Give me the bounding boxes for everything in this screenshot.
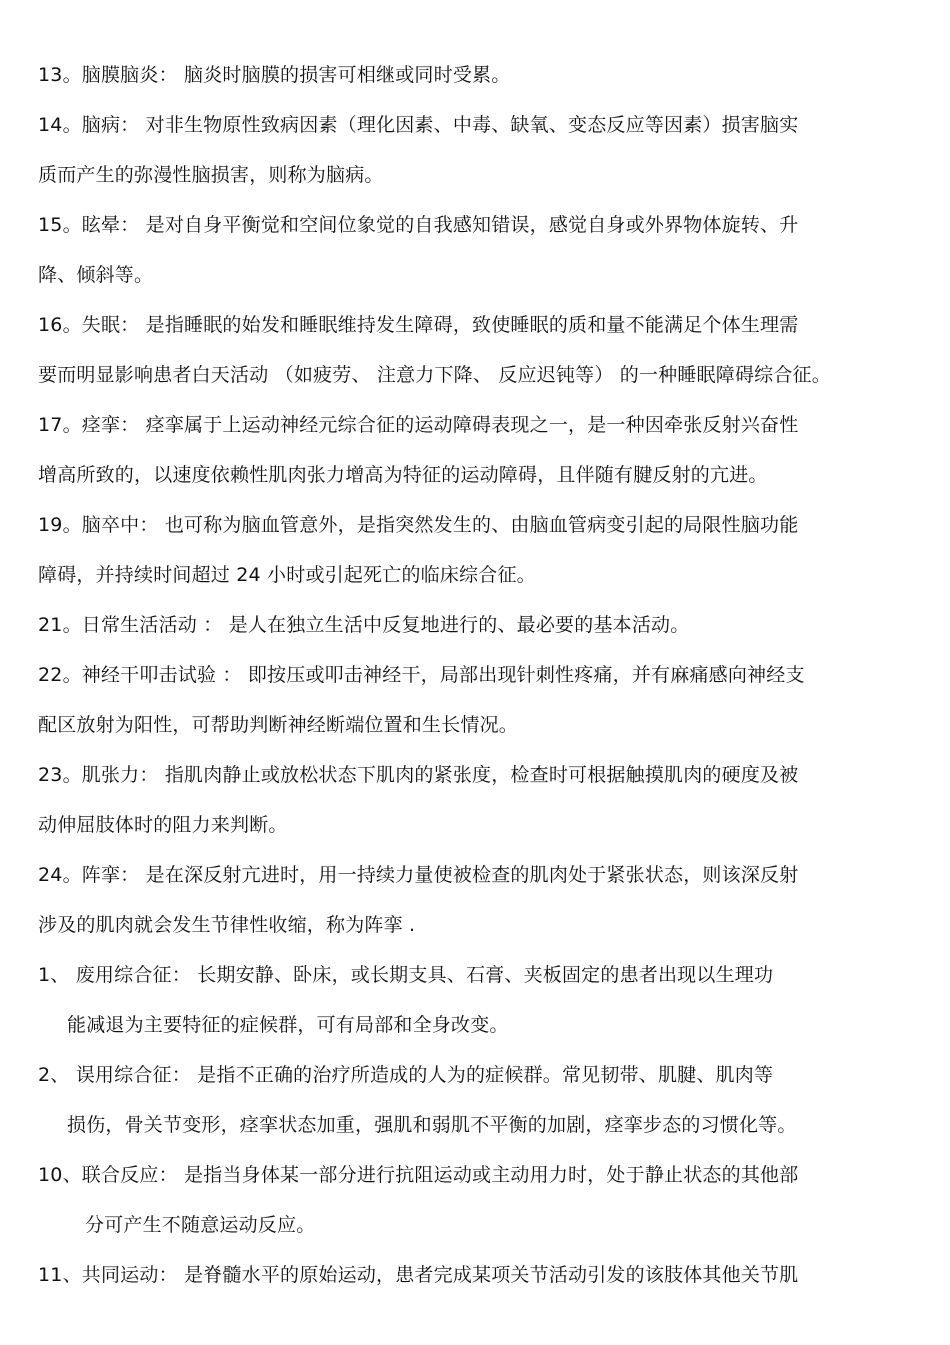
text-line: 10、联合反应： 是指当身体某一部分进行抗阻运动或主动用力时，处于静止状态的其他部: [38, 1164, 799, 1186]
text-line: 动伸屈肢体时的阻力来判断。: [38, 814, 288, 836]
text-line: 13。脑膜脑炎： 脑炎时脑膜的损害可相继或同时受累。: [38, 64, 511, 86]
text-line: 14。脑病： 对非生物原性致病因素（理化因素、中毒、缺氧、变态反应等因素）损害脑实: [38, 114, 799, 136]
text-line: 16。失眠： 是指睡眠的始发和睡眠维持发生障碍，致使睡眠的质和量不能满足个体生理需: [38, 314, 799, 336]
text-line: 15。眩晕： 是对自身平衡觉和空间位象觉的自我感知错误，感觉自身或外界物体旋转、升: [38, 214, 799, 236]
text-line: 2、 误用综合征： 是指不正确的治疗所造成的人为的症候群。常见韧带、肌腱、肌肉等: [38, 1064, 774, 1086]
text-line: 11、共同运动： 是脊髓水平的原始运动，患者完成某项关节活动引发的该肢体其他关节肌: [38, 1264, 799, 1286]
text-line: 17。痉挛： 痉挛属于上运动神经元综合征的运动障碍表现之一，是一种因牵张反射兴奋性: [38, 414, 799, 436]
text-line: 障碍，并持续时间超过 24 小时或引起死亡的临床综合征。: [38, 564, 536, 586]
text-line: 降、倾斜等。: [38, 264, 154, 286]
text-line: 涉及的肌肉就会发生节律性收缩，称为阵挛 .: [38, 914, 416, 936]
text-line: 1、 废用综合征： 长期安静、卧床，或长期支具、石膏、夹板固定的患者出现以生理功: [38, 964, 774, 986]
text-line: 21。日常生活活动 ： 是人在独立生活中反复地进行的、最必要的基本活动。: [38, 614, 690, 636]
text-line: 能减退为主要特征的症候群，可有局部和全身改变。: [67, 1014, 509, 1036]
text-line: 24。阵挛： 是在深反射亢进时，用一持续力量使被检查的肌肉处于紧张状态，则该深反射: [38, 864, 799, 886]
text-line: 损伤，骨关节变形，痉挛状态加重，强肌和弱肌不平衡的加剧，痉挛步态的习惯化等。: [67, 1114, 797, 1136]
text-line: 19。脑卒中： 也可称为脑血管意外，是指突然发生的、由脑血管病变引起的局限性脑功能: [38, 514, 799, 536]
text-line: 配区放射为阳性，可帮助判断神经断端位置和生长情况。: [38, 714, 519, 736]
text-line: 22。神经干叩击试验 ： 即按压或叩击神经干，局部出现针刺性疼痛，并有麻痛感向神经支: [38, 664, 805, 686]
text-line: 要而明显影响患者白天活动 （如疲劳、 注意力下降、 反应迟钝等） 的一种睡眠障碍综合征。: [38, 364, 831, 386]
text-line: 质而产生的弥漫性脑损害，则称为脑病。: [38, 164, 384, 186]
text-line: 增高所致的，以速度依赖性肌肉张力增高为特征的运动障碍，且伴随有腱反射的亢进。: [38, 464, 768, 486]
text-line: 23。肌张力： 指肌肉静止或放松状态下肌肉的紧张度，检查时可根据触摸肌肉的硬度及被: [38, 764, 799, 786]
text-line: 分可产生不随意运动反应。: [85, 1214, 316, 1236]
